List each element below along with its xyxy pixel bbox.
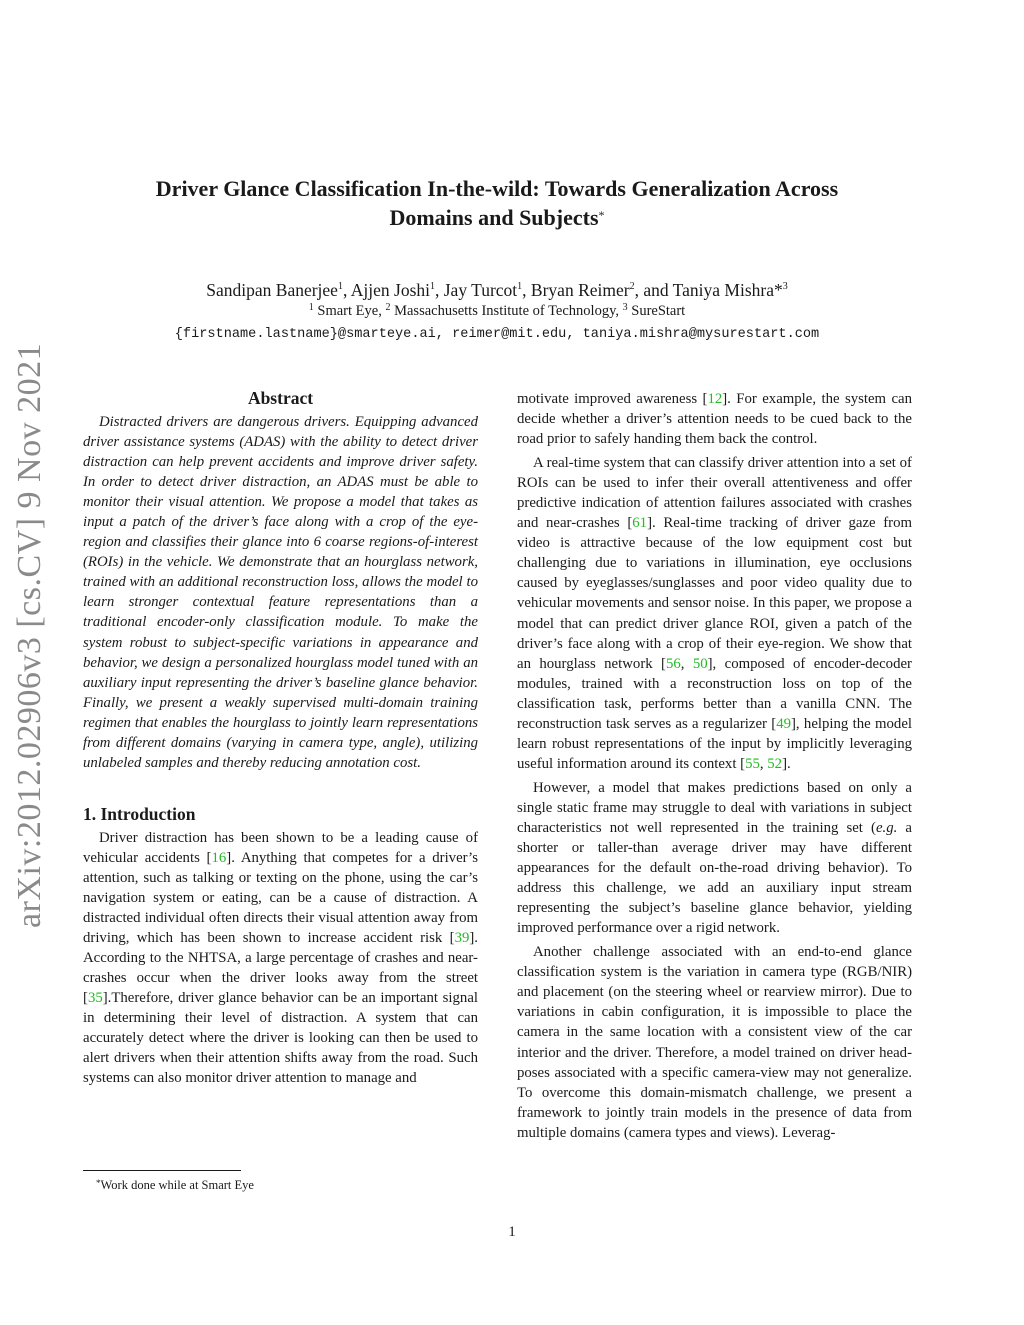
paragraph-text: ,: [680, 655, 693, 672]
intro-paragraph-1: [83, 828, 478, 1089]
affiliation-mark: 3: [622, 302, 628, 313]
intro-paragraph-4: [517, 942, 912, 1142]
italic-text: e.g.: [875, 819, 898, 836]
right-column: [517, 389, 912, 1143]
author-affiliation-mark: 1: [430, 281, 435, 292]
author-name: Taniya Mishra*: [672, 280, 783, 300]
paragraph-text: ,: [759, 755, 768, 772]
author-affiliation-mark: 1: [337, 281, 343, 292]
paragraph-text: A real-time system that can classify driver attention into a set of ROIs can be used to infer their overall attentiveness and offer predictive indication of attention failures associated with crashes and near-crashes [: [517, 455, 912, 532]
title-line-2: Domains and Subjects: [389, 205, 599, 230]
paragraph-text: However, a model that makes predictions based on only a single static frame may struggle to deal with variations in subject characteristics not well represented in the training set (: [517, 779, 912, 836]
paper-title: [100, 174, 894, 232]
arxiv-identifier: arXiv:2012.02906v3 [cs.CV] 9 Nov 2021: [11, 342, 48, 928]
paragraph-text: ]. For example, the system can decide whether a driver’s attention needs to be cued back to the road prior to safely handing them back the control.: [517, 391, 912, 448]
paragraph-text: ]. According to the NHTSA, a large percentage of crashes and near-crashes occur when the driver looks away from the street [: [83, 930, 478, 1007]
author-name: Jay Turcot: [443, 280, 518, 300]
author-affiliation-mark: 3: [782, 281, 788, 292]
affiliation-list: [100, 302, 894, 320]
footnote: [96, 1177, 254, 1193]
abstract-heading: Abstract: [247, 388, 314, 408]
author-affiliation-mark: 1: [517, 281, 523, 292]
citation-link[interactable]: 56: [665, 655, 681, 672]
paragraph-text: ]. Real-time tracking of driver gaze from video is attractive because of the low equipment cost but challenging due to variations in illumination, eye occlusions caused by eyeglasses/sunglasses and poor video quality due to vehicular movements and sensor noise. In this paper, we propose a model that can predict driver glance ROI, given a patch of the driver’s face along with a crop of their eye-region. We show that an hourglass network [: [517, 515, 913, 672]
author-emails: {firstname.lastname}@smarteye.ai, reimer@mit.edu, taniya.mishra@mysurestart.com: [174, 327, 820, 342]
paragraph-text: a shorter or taller-than average driver may have different appearances for the default on-the-road driving behavior). To address this challenge, we add an auxiliary input stream representing the subject’s baseline glance behavior, yielding improved performance over a rigid network.: [517, 819, 912, 937]
author-list: [100, 279, 894, 301]
intro-paragraph-1-continued: [517, 389, 912, 449]
citation-link[interactable]: 35: [87, 990, 103, 1007]
abstract-text: Distracted drivers are dangerous drivers. Equipping advanced driver assistance systems (ADAS) with the ability to detect driver distraction can help prevent accidents and improve driver safety. In order to detect driver distraction, an ADAS must be able to monitor their visual attention. We propose a model that takes as input a patch of the driver’s face along with a crop of the eye-region and classifies their glance into 6 coarse regions-of-interest (ROIs) in the vehicle. We demonstrate that an hourglass network, trained with an additional reconstruction loss, allows the model to learn stronger contextual feature representations than a traditional encoder-only classification module. To make the system robust to subject-specific variations in appearance and behavior, we design a personalized hourglass model tuned with an auxiliary input representing the driver’s baseline glance behavior. Finally, we present a weakly supervised multi-domain training regimen that enables the hourglass to jointly learn representations from different domains (varying in camera type, angle), utilizing unlabeled samples and thereby reducing annotation cost.: [83, 414, 478, 771]
paragraph-text: Driver distraction has been shown to be a leading cause of vehicular accidents [: [83, 829, 478, 866]
affiliation-separator: ,: [378, 303, 386, 319]
citation-link[interactable]: 61: [632, 515, 648, 532]
paragraph-text: motivate improved awareness [: [517, 391, 708, 407]
footnote-text: Work done while at Smart Eye: [100, 1178, 254, 1192]
affiliation-name: Smart Eye: [313, 303, 379, 319]
citation-link[interactable]: 16: [211, 849, 227, 866]
author-name: Sandipan Banerjee: [206, 280, 338, 300]
footnote-rule: [83, 1170, 241, 1171]
paragraph-text: Another challenge associated with an end-to-end glance classification system is the variation in camera type (RGB/NIR) and placement (on the steering wheel or rearview mirror). Due to variations in cabin configuration, it is impossible to place the camera in the same location with a consistent view of the car interior and the driver. Therefore, a model trained on driver head-poses associated with a specific camera-view may not generalize. To overcome this domain-mismatch challenge, we present a framework to jointly train models in the presence of data from multiple domains (camera types and views). Leverag-: [517, 944, 912, 1141]
introduction-heading: 1. Introduction: [83, 803, 196, 824]
affiliation-name: SureStart: [627, 303, 686, 319]
affiliation-separator: ,: [615, 303, 623, 319]
author-name: Ajjen Joshi: [350, 280, 430, 300]
citation-link[interactable]: 49: [776, 715, 791, 732]
author-name: Bryan Reimer: [530, 280, 630, 300]
affiliation-name: Massachusetts Institute of Technology: [390, 303, 616, 319]
author-affiliation-mark: 2: [629, 281, 635, 292]
citation-link[interactable]: 50: [692, 655, 708, 672]
paragraph-text: ], composed of encoder-decoder modules, trained with a reconstruction loss on top of the classification task, performs better than a vanilla CNN. The reconstruction task serves as a regularizer [: [517, 655, 912, 732]
paragraph-text: ].: [782, 755, 791, 772]
footnote-mark: *: [96, 1178, 101, 1188]
citation-link[interactable]: 39: [454, 930, 470, 947]
paragraph-text: ].Therefore, driver glance behavior can be an important signal in determining their level of distraction. A system that can accurately detect where the driver is looking can then be used to alert drivers when their attention shifts away from the road. Such systems can also monitor driver attention to manage and: [83, 990, 478, 1087]
author-separator: ,: [522, 280, 531, 300]
citation-link[interactable]: 55: [745, 755, 760, 772]
affiliation-mark: 1: [308, 302, 314, 313]
arxiv-sidebar: [2, 342, 58, 928]
paragraph-text: ]. Anything that competes for a driver’s attention, such as talking or texting on the phone, using the car’s navigation system or eating, can be a cause of distraction. A distracted individual often directs their visual attention away from driving, which has been shown to increase accident risk [: [83, 849, 478, 947]
title-footnote-mark: *: [598, 208, 605, 222]
paragraph-text: ], helping the model learn robust representations of the input by implicitly leveraging useful information around its context [: [517, 715, 912, 772]
left-column: [83, 387, 478, 1088]
author-separator: ,: [342, 280, 351, 300]
citation-link[interactable]: 12: [707, 391, 723, 407]
intro-paragraph-2: [517, 453, 912, 774]
author-separator: ,: [435, 280, 444, 300]
intro-paragraph-3: [517, 778, 912, 938]
citation-link[interactable]: 52: [767, 755, 783, 772]
page-number: 1: [508, 1224, 516, 1240]
author-separator: , and: [634, 280, 673, 300]
title-line-1: Driver Glance Classification In-the-wild: Towards Generalization Across: [155, 176, 839, 201]
affiliation-mark: 2: [385, 302, 391, 313]
